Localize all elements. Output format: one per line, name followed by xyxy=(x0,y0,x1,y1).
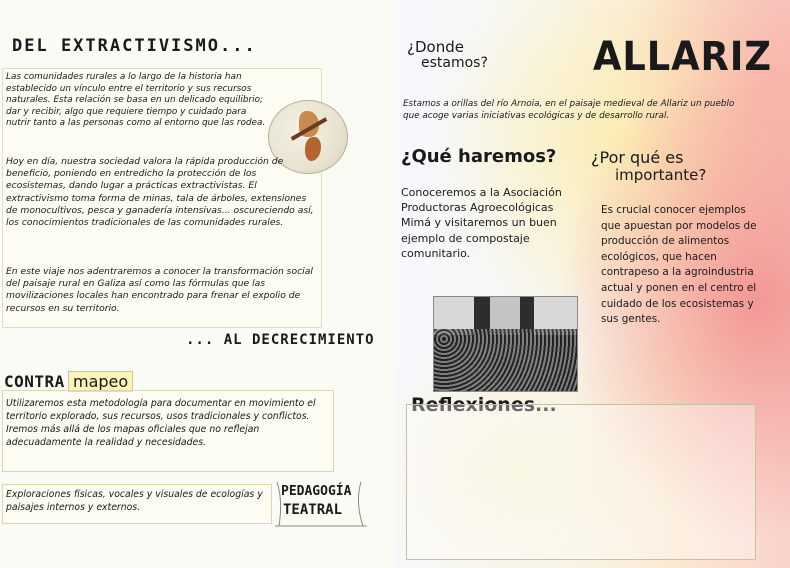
que-haremos-title: ¿Qué haremos? xyxy=(401,146,557,167)
reflexiones-box[interactable] xyxy=(406,404,756,560)
intro-paragraph: Las comunidades rurales a lo largo de la historia han establecido un vínculo entre el territorio y sus recursos naturales. Esta relación se basa en un delicado equilibrio; dar y recibir, algo que requiere tiempo y cuidado para nutrir tanto a las personas como al entorno que las rodea. xyxy=(6,72,266,129)
assembly-photo xyxy=(433,296,578,392)
donde-line1: ¿Donde xyxy=(407,38,464,56)
contra-label: CONTRA xyxy=(4,372,65,391)
mapeo-paragraph: Utilizaremos esta metodología para documentar en movimiento el territorio explorado, sus recursos, usos tradicionales y conflictos. Iremos más allá de los mapas oficiales que no reflejan adecuadamente la realidad y necesidades. xyxy=(6,398,316,448)
place-paragraph: Estamos a orillas del río Arnoia, en el paisaje medieval de Allariz un pueblo que acoge varias iniciativas ecológicas y de desarrollo rural. xyxy=(403,99,735,122)
extractivismo-paragraph: Hoy en día, nuestra sociedad valora la rápida producción de beneficio, poniendo en entredicho la protección de los ecosistemas, dando lugar a prácticas extractivistas. El extractivismo toma forma de minas, tala de árboles, extensiones de monocultivos, pesca y ganadería intensivas... oscureciendo así, los conocimientos tradicionales de las comunidades rurales. xyxy=(6,156,314,229)
reflexiones-title: Reflexiones... xyxy=(411,394,557,416)
exploraciones-paragraph: Exploraciones físicas, vocales y visuales de ecologías y paisajes internos y externos. xyxy=(6,489,263,513)
por-que-line2: importante? xyxy=(615,166,707,184)
viaje-paragraph: En este viaje nos adentraremos a conocer la transformación social del paisaje rural en Galiza así como las fórmulas que las movilizaciones locales han encontrado para frenar el expolio de recursos en su territorio. xyxy=(6,266,313,314)
title-extractivismo: DEL EXTRACTIVISMO... xyxy=(12,36,257,56)
por-que-line1: ¿Por qué es xyxy=(591,148,684,167)
place-name: ALLARIZ xyxy=(593,34,773,80)
title-decrecimiento: ... AL DECRECIMIENTO xyxy=(186,332,375,348)
mapeo-label: mapeo xyxy=(68,371,133,392)
pedagogia-teatral-stage xyxy=(273,480,369,528)
por-que-paragraph: Es crucial conocer ejemplos que apuestan por modelos de producción de alimentos ecológicos, que hacen contrapeso a la agroindustria actual y ponen en el centro el cuidado de los ecosistemas y sus gentes. xyxy=(601,204,757,326)
donde-line2: estamos? xyxy=(421,55,488,71)
que-haremos-paragraph: Conoceremos a la Asociación Productoras Agroecológicas Mimá y visitaremos un buen ejemplo de compostaje comunitario. xyxy=(401,186,562,260)
stage-curtain-icon xyxy=(273,480,369,528)
teatral-label: TEATRAL xyxy=(283,502,343,518)
pedagogia-label: PEDAGOGÍA xyxy=(281,484,352,499)
